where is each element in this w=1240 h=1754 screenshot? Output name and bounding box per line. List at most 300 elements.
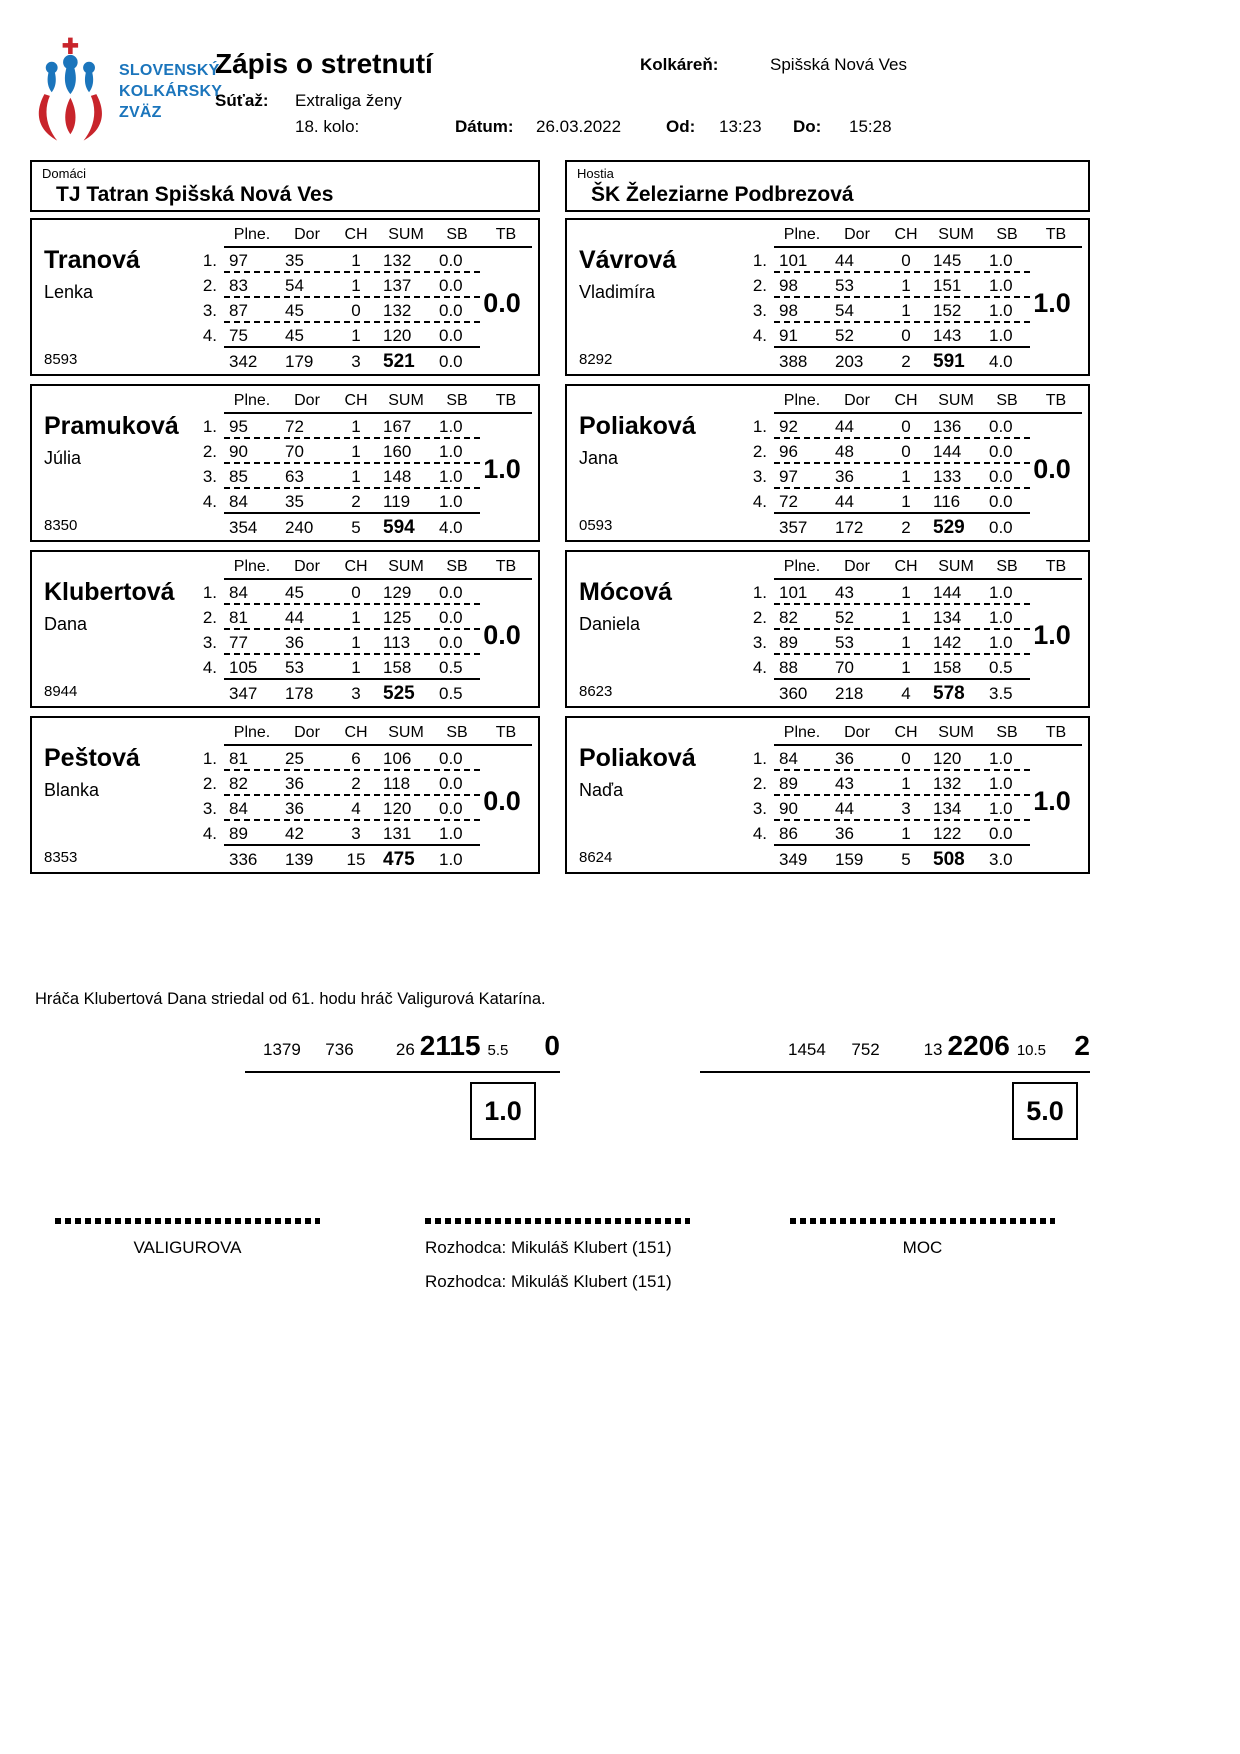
cell-sb: 0.0 (989, 417, 1013, 436)
totals-row (744, 348, 1082, 375)
throw-row-4 (744, 323, 1082, 348)
cell-plne: 84 (229, 492, 248, 511)
throw-row-4 (744, 489, 1082, 514)
total-dor: 172 (835, 518, 864, 537)
cell-plne: 77 (229, 633, 248, 652)
cell-sb: 1.0 (989, 326, 1013, 345)
header-underline (774, 391, 1082, 414)
row-number: 2. (202, 442, 217, 461)
cell-plne: 75 (229, 326, 248, 345)
cell-ch: 3 (351, 824, 361, 843)
player-given-name: Lenka (44, 282, 94, 302)
row-values (224, 489, 480, 514)
player-given-name: Júlia (44, 448, 82, 468)
player-block-home-1 (30, 218, 540, 376)
total-dor: 203 (835, 352, 864, 371)
column-header-sb: SB (446, 226, 468, 243)
score-table-header-row (744, 391, 1082, 414)
row-number: 4. (752, 658, 767, 677)
total-dor: 159 (835, 850, 864, 869)
row-number: 4. (752, 326, 767, 345)
total-ch: 5 (901, 850, 911, 869)
cell-sum: 106 (383, 749, 412, 768)
away-total-sb: 10.5 (1016, 1042, 1047, 1059)
player-team-points: 1.0 (1033, 786, 1071, 816)
cell-ch: 1 (901, 824, 911, 843)
cell-plne: 98 (779, 301, 798, 320)
cell-sb: 0.0 (439, 774, 463, 793)
row-number: 1. (202, 251, 217, 270)
total-sum: 591 (933, 351, 965, 372)
player-registration-number: 8623 (579, 683, 613, 700)
home-total-dor: 736 (325, 1040, 354, 1059)
cell-sb: 0.0 (989, 492, 1013, 511)
cell-ch: 1 (351, 608, 361, 627)
throw-row-1 (194, 414, 532, 439)
cell-plne: 98 (779, 276, 798, 295)
referee-name-line2: Rozhodca: Mikuláš Klubert (151) (425, 1272, 672, 1291)
column-header-ch: CH (344, 392, 368, 409)
cell-dor: 45 (285, 326, 304, 345)
throw-row-1 (744, 746, 1082, 771)
cell-sum: 132 (383, 301, 412, 320)
cell-plne: 90 (779, 799, 798, 818)
column-header-sb: SB (446, 724, 468, 741)
row-number: 4. (202, 824, 217, 843)
column-header-plne: Plne. (783, 226, 821, 243)
cell-sum: 132 (383, 251, 412, 270)
date-label: Dátum: (455, 117, 514, 136)
column-header-tb: TB (1045, 724, 1067, 741)
cell-dor: 53 (835, 276, 854, 295)
column-header-sum: SUM (388, 392, 424, 409)
cell-sb: 1.0 (989, 276, 1013, 295)
cell-plne: 95 (229, 417, 248, 436)
cell-ch: 0 (351, 301, 361, 320)
row-values (774, 821, 1030, 846)
cell-sum: 142 (933, 633, 962, 652)
column-header-plne: Plne. (233, 558, 271, 575)
total-sb: 0.0 (439, 352, 463, 371)
total-plne: 347 (229, 684, 258, 703)
throw-row-4 (194, 655, 532, 680)
cell-sb: 1.0 (989, 251, 1013, 270)
cell-sum: 134 (933, 608, 962, 627)
player-team-points: 1.0 (1033, 620, 1071, 650)
row-number-spacer (744, 348, 774, 375)
cell-ch: 1 (351, 417, 361, 436)
player-team-points: 1.0 (1033, 288, 1071, 318)
cell-dor: 54 (835, 301, 854, 320)
total-plne: 336 (229, 850, 258, 869)
player-registration-number: 8944 (44, 683, 78, 700)
totals-values (774, 680, 1030, 707)
cell-dor: 48 (835, 442, 854, 461)
totals-values (224, 680, 480, 707)
column-header-sb: SB (996, 724, 1018, 741)
row-values (774, 796, 1030, 821)
federation-name-line2: KOLKÁRSKY (119, 83, 223, 100)
row-number: 3. (752, 301, 767, 320)
cell-ch: 1 (901, 633, 911, 652)
total-sum: 594 (383, 517, 415, 538)
row-values (224, 605, 480, 630)
cell-sb: 0.0 (989, 467, 1013, 486)
cell-sum: 151 (933, 276, 962, 295)
home-total-sum: 2115 (419, 1030, 481, 1061)
score-table-header-row (194, 557, 532, 580)
total-plne: 342 (229, 352, 258, 371)
row-number-spacer (194, 348, 224, 375)
total-sum: 508 (933, 849, 965, 870)
cell-sb: 1.0 (439, 492, 463, 511)
row-number: 2. (202, 774, 217, 793)
cell-sum: 125 (383, 608, 412, 627)
cell-ch: 0 (351, 583, 361, 602)
player-registration-number: 8624 (579, 849, 613, 866)
away-score-box: 5.0 (1012, 1082, 1078, 1140)
skz-logo-icon (28, 36, 110, 144)
total-sum: 475 (383, 849, 415, 870)
column-header-sum: SUM (938, 724, 974, 741)
row-values (774, 746, 1030, 771)
row-values (224, 439, 480, 464)
cell-ch: 1 (901, 608, 911, 627)
cell-ch: 0 (901, 749, 911, 768)
column-header-tb: TB (495, 558, 517, 575)
away-total-points: 2 (1074, 1030, 1090, 1061)
player-registration-number: 0593 (579, 517, 613, 534)
cell-plne: 83 (229, 276, 248, 295)
row-number-spacer (194, 723, 224, 746)
column-header-sum: SUM (388, 724, 424, 741)
cell-ch: 4 (351, 799, 361, 818)
throw-row-1 (194, 746, 532, 771)
row-values (224, 771, 480, 796)
header-underline (774, 557, 1082, 580)
row-values (224, 298, 480, 323)
time-to-value: 15:28 (849, 117, 892, 136)
cell-sum: 152 (933, 301, 962, 320)
player-given-name: Dana (44, 614, 88, 634)
row-values (224, 273, 480, 298)
federation-logo (28, 36, 222, 144)
column-header-sb: SB (446, 558, 468, 575)
column-header-tb: TB (1045, 226, 1067, 243)
row-values (774, 414, 1030, 439)
cell-plne: 87 (229, 301, 248, 320)
cell-dor: 44 (835, 417, 854, 436)
player-block-home-4 (30, 716, 540, 874)
cell-sb: 0.0 (439, 251, 463, 270)
cell-dor: 45 (285, 301, 304, 320)
cell-sum: 134 (933, 799, 962, 818)
cell-plne: 86 (779, 824, 798, 843)
column-header-sb: SB (996, 226, 1018, 243)
player-surname: Poliaková (579, 744, 696, 772)
row-values (224, 580, 480, 605)
cell-sum: 145 (933, 251, 962, 270)
column-header-dor: Dor (844, 558, 870, 575)
cell-plne: 92 (779, 417, 798, 436)
cell-dor: 44 (285, 608, 304, 627)
away-side-label: Hostia (577, 166, 614, 181)
row-number: 3. (752, 633, 767, 652)
row-values (774, 248, 1030, 273)
home-side-label: Domáci (42, 166, 87, 181)
date-value: 26.03.2022 (536, 117, 622, 136)
cell-sb: 1.0 (439, 442, 463, 461)
total-plne: 357 (779, 518, 808, 537)
cell-sum: 129 (383, 583, 412, 602)
cell-dor: 70 (835, 658, 854, 677)
cell-dor: 43 (835, 774, 854, 793)
totals-row (194, 514, 532, 541)
cell-plne: 89 (229, 824, 248, 843)
cell-ch: 1 (901, 301, 911, 320)
player-given-name: Vladimíra (579, 282, 656, 302)
cell-sb: 0.0 (439, 276, 463, 295)
player-block-home-3 (30, 550, 540, 708)
row-number: 2. (202, 608, 217, 627)
row-number: 4. (202, 326, 217, 345)
row-values (774, 771, 1030, 796)
player-surname: Mócová (579, 578, 673, 606)
cell-sum: 144 (933, 583, 962, 602)
score-table-header-row (744, 723, 1082, 746)
row-number: 3. (752, 799, 767, 818)
competition-label: Súťaž: (215, 91, 269, 110)
cell-ch: 1 (351, 633, 361, 652)
cell-plne: 97 (779, 467, 798, 486)
totals-row (194, 680, 532, 707)
row-values (774, 323, 1030, 348)
total-ch: 15 (346, 850, 366, 869)
total-ch: 4 (901, 684, 911, 703)
row-values (224, 655, 480, 680)
row-values (774, 580, 1030, 605)
substitution-note: Hráča Klubertová Dana striedal od 61. hodu hráč Valigurová Katarína. (35, 990, 546, 1008)
cell-plne: 85 (229, 467, 248, 486)
score-table-header-row (744, 225, 1082, 248)
column-header-plne: Plne. (783, 724, 821, 741)
row-values (224, 464, 480, 489)
cell-sb: 0.0 (439, 799, 463, 818)
throw-row-4 (744, 821, 1082, 846)
row-values (774, 298, 1030, 323)
away-team-box (565, 160, 1090, 212)
cell-plne: 72 (779, 492, 798, 511)
row-number: 1. (202, 583, 217, 602)
totals-values (224, 846, 480, 873)
score-table-header-row (194, 225, 532, 248)
cell-sum: 167 (383, 417, 412, 436)
row-number: 3. (202, 633, 217, 652)
totals-values (774, 514, 1030, 541)
column-header-sum: SUM (388, 226, 424, 243)
player-given-name: Jana (579, 448, 619, 468)
cell-dor: 53 (285, 658, 304, 677)
header-underline (224, 225, 532, 248)
column-header-dor: Dor (294, 392, 320, 409)
cell-sb: 1.0 (989, 799, 1013, 818)
row-values (224, 323, 480, 348)
row-values (774, 655, 1030, 680)
player-team-points: 1.0 (483, 454, 521, 484)
cell-dor: 63 (285, 467, 304, 486)
away-total-ch: 13 (923, 1040, 943, 1059)
totals-values (774, 348, 1030, 375)
cell-sum: 120 (383, 799, 412, 818)
row-values (774, 464, 1030, 489)
away-total-plne: 1454 (788, 1040, 826, 1059)
header-underline (774, 723, 1082, 746)
cell-plne: 89 (779, 774, 798, 793)
cell-ch: 1 (351, 276, 361, 295)
row-number: 3. (752, 467, 767, 486)
column-header-tb: TB (495, 392, 517, 409)
cell-dor: 35 (285, 251, 304, 270)
cell-ch: 1 (901, 492, 911, 511)
home-signature-line (55, 1218, 320, 1224)
cell-ch: 1 (901, 583, 911, 602)
cell-sb: 0.0 (439, 749, 463, 768)
column-header-sum: SUM (388, 558, 424, 575)
row-number: 4. (752, 492, 767, 511)
column-header-ch: CH (344, 724, 368, 741)
cell-plne: 81 (229, 749, 248, 768)
home-team-totals (245, 1030, 560, 1073)
row-number-spacer (194, 514, 224, 541)
row-number: 1. (202, 417, 217, 436)
cell-plne: 84 (229, 583, 248, 602)
away-signature-line (790, 1218, 1055, 1224)
venue-label: Kolkáreň: (640, 55, 719, 74)
cell-plne: 88 (779, 658, 798, 677)
total-dor: 218 (835, 684, 864, 703)
row-values (774, 630, 1030, 655)
cell-ch: 6 (351, 749, 361, 768)
total-plne: 360 (779, 684, 808, 703)
cell-ch: 0 (901, 417, 911, 436)
row-number: 2. (752, 276, 767, 295)
row-number: 1. (752, 417, 767, 436)
row-number: 1. (752, 583, 767, 602)
score-table-header-row (744, 557, 1082, 580)
player-surname: Tranová (44, 246, 140, 274)
column-header-dor: Dor (294, 724, 320, 741)
cell-dor: 36 (835, 824, 854, 843)
cell-ch: 1 (351, 658, 361, 677)
away-total-dor: 752 (851, 1040, 880, 1059)
venue-value: Spišská Nová Ves (770, 55, 908, 74)
cell-sb: 1.0 (439, 824, 463, 843)
total-dor: 139 (285, 850, 314, 869)
row-number: 2. (202, 276, 217, 295)
column-header-plne: Plne. (783, 558, 821, 575)
row-number-spacer (194, 846, 224, 873)
cell-sum: 133 (933, 467, 962, 486)
player-block-away-3 (565, 550, 1090, 708)
player-block-away-4 (565, 716, 1090, 874)
cell-ch: 1 (351, 442, 361, 461)
document-title: Zápis o stretnutí (215, 48, 433, 79)
column-header-sb: SB (446, 392, 468, 409)
row-number: 4. (202, 492, 217, 511)
row-values (224, 821, 480, 846)
cell-sum: 143 (933, 326, 962, 345)
cell-ch: 2 (351, 774, 361, 793)
column-header-dor: Dor (294, 226, 320, 243)
column-header-sum: SUM (938, 226, 974, 243)
cell-dor: 36 (835, 749, 854, 768)
federation-name-line3: ZVÄZ (119, 104, 162, 121)
cell-sb: 0.0 (439, 633, 463, 652)
cell-sum: 120 (933, 749, 962, 768)
player-registration-number: 8350 (44, 517, 78, 534)
cell-sb: 1.0 (439, 467, 463, 486)
cell-sum: 116 (933, 492, 961, 511)
column-header-ch: CH (894, 724, 918, 741)
player-block-away-1 (565, 218, 1090, 376)
totals-row (744, 514, 1082, 541)
throw-row-1 (744, 248, 1082, 273)
row-number-spacer (194, 557, 224, 580)
row-number-spacer (194, 680, 224, 707)
cell-dor: 52 (835, 608, 854, 627)
total-sb: 1.0 (439, 850, 463, 869)
total-sum: 529 (933, 517, 965, 538)
cell-plne: 82 (779, 608, 798, 627)
player-team-points: 0.0 (483, 786, 521, 816)
row-number: 4. (202, 658, 217, 677)
cell-plne: 96 (779, 442, 798, 461)
cell-sum: 160 (383, 442, 412, 461)
cell-sum: 131 (383, 824, 412, 843)
player-given-name: Naďa (579, 780, 624, 800)
federation-name-line1: SLOVENSKÝ (119, 62, 220, 79)
throw-row-4 (194, 323, 532, 348)
cell-plne: 84 (229, 799, 248, 818)
home-total-plne: 1379 (263, 1040, 301, 1059)
row-number-spacer (744, 680, 774, 707)
cell-plne: 81 (229, 608, 248, 627)
total-sb: 0.0 (989, 518, 1013, 537)
cell-ch: 0 (901, 251, 911, 270)
home-team-name: TJ Tatran Spišská Nová Ves (56, 183, 334, 206)
row-values (224, 414, 480, 439)
cell-dor: 36 (285, 633, 304, 652)
cell-dor: 54 (285, 276, 304, 295)
away-total-sum: 2206 (947, 1030, 1010, 1061)
column-header-tb: TB (495, 724, 517, 741)
cell-dor: 36 (285, 774, 304, 793)
total-ch: 2 (901, 518, 911, 537)
total-sum: 578 (933, 683, 965, 704)
row-number: 1. (752, 251, 767, 270)
row-number-spacer (194, 391, 224, 414)
column-header-sb: SB (996, 558, 1018, 575)
throw-row-4 (194, 821, 532, 846)
cell-dor: 44 (835, 251, 854, 270)
totals-row (194, 348, 532, 375)
cell-sb: 1.0 (989, 774, 1013, 793)
cell-ch: 0 (901, 442, 911, 461)
cell-sum: 120 (383, 326, 412, 345)
column-header-dor: Dor (844, 724, 870, 741)
cell-sb: 1.0 (989, 608, 1013, 627)
row-number-spacer (744, 391, 774, 414)
